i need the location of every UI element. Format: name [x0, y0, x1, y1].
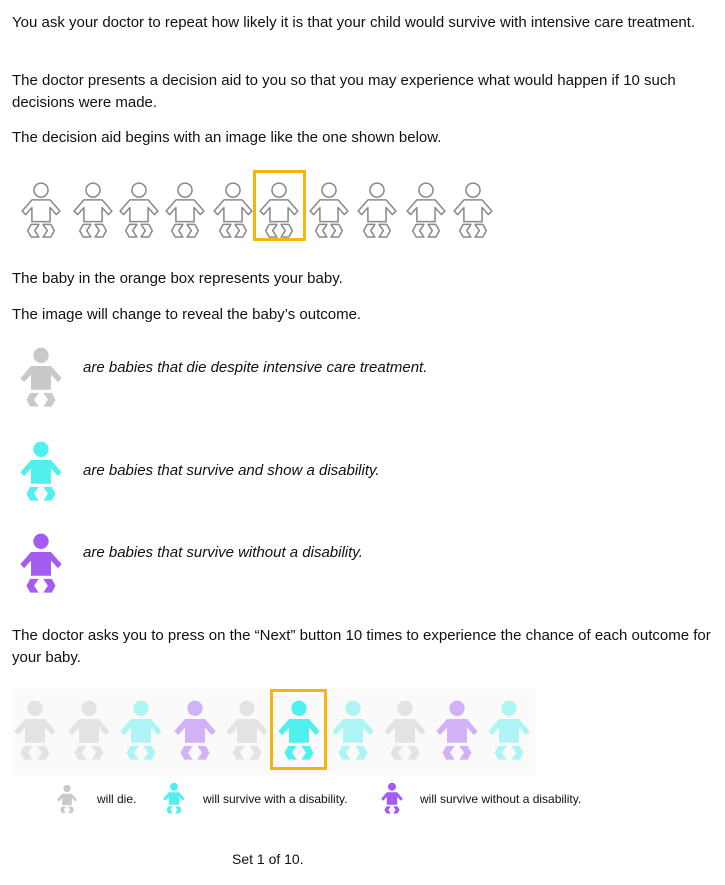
- baby-outline-icon: [118, 178, 160, 240]
- key-text-no-disability: will survive without a disability.: [420, 792, 582, 806]
- example-highlight-box: [270, 689, 327, 770]
- decision-aid-paragraph: The doctor presents a decision aid to you so that you may experience what would happen if 10 such decisions were made.: [12, 72, 676, 111]
- baby-outline-icon: [164, 178, 206, 240]
- key-text-disability: will survive with a disability.: [203, 792, 348, 806]
- intro-paragraph: You ask your doctor to repeat how likely it is that your child would survive with intensive care treatment.: [12, 14, 696, 31]
- baby-no-disability-icon: [172, 697, 218, 761]
- baby-died-icon: [12, 697, 58, 761]
- next-button-paragraph: The doctor asks you to press on the “Next” button 10 times to experience the chance of each outcome for your baby.: [12, 627, 711, 666]
- legend-text-disability: are babies that survive and show a disability.: [83, 462, 380, 479]
- baby-disability-icon: [486, 697, 532, 761]
- baby-no-disability-icon: [434, 697, 480, 761]
- set-counter: Set 1 of 10.: [232, 851, 304, 867]
- baby-disability-icon: [118, 697, 164, 761]
- baby-outline-icon: [212, 178, 254, 240]
- baby-outline-icon: [20, 178, 62, 240]
- key-text-died: will die.: [97, 792, 137, 806]
- baby-outline-icon: [452, 178, 494, 240]
- baby-disability-icon: [18, 438, 64, 502]
- baby-no-disability-icon: [18, 530, 64, 594]
- reveal-paragraph: The image will change to reveal the baby’s outcome.: [12, 306, 362, 323]
- baby-disability-icon: [330, 697, 376, 761]
- baby-died-icon: [382, 697, 428, 761]
- legend-text-no-disability: are babies that survive without a disability.: [83, 544, 363, 561]
- baby-died-icon: [224, 697, 270, 761]
- legend-text-died: are babies that die despite intensive care treatment.: [83, 359, 428, 376]
- baby-died-icon: [66, 697, 112, 761]
- key-baby-disability-icon: [162, 779, 186, 816]
- baby-outline-icon: [405, 178, 447, 240]
- baby-died-icon: [18, 344, 64, 408]
- baby-outline-icon: [356, 178, 398, 240]
- image-intro-paragraph: The decision aid begins with an image like the one shown below.: [12, 129, 442, 146]
- your-baby-highlight-box: [253, 170, 306, 241]
- baby-outline-icon: [308, 178, 350, 240]
- key-baby-died-icon: [56, 781, 78, 816]
- key-baby-no-disability-icon: [380, 779, 404, 816]
- orange-box-paragraph: The baby in the orange box represents your baby.: [12, 270, 343, 287]
- baby-outline-icon: [72, 178, 114, 240]
